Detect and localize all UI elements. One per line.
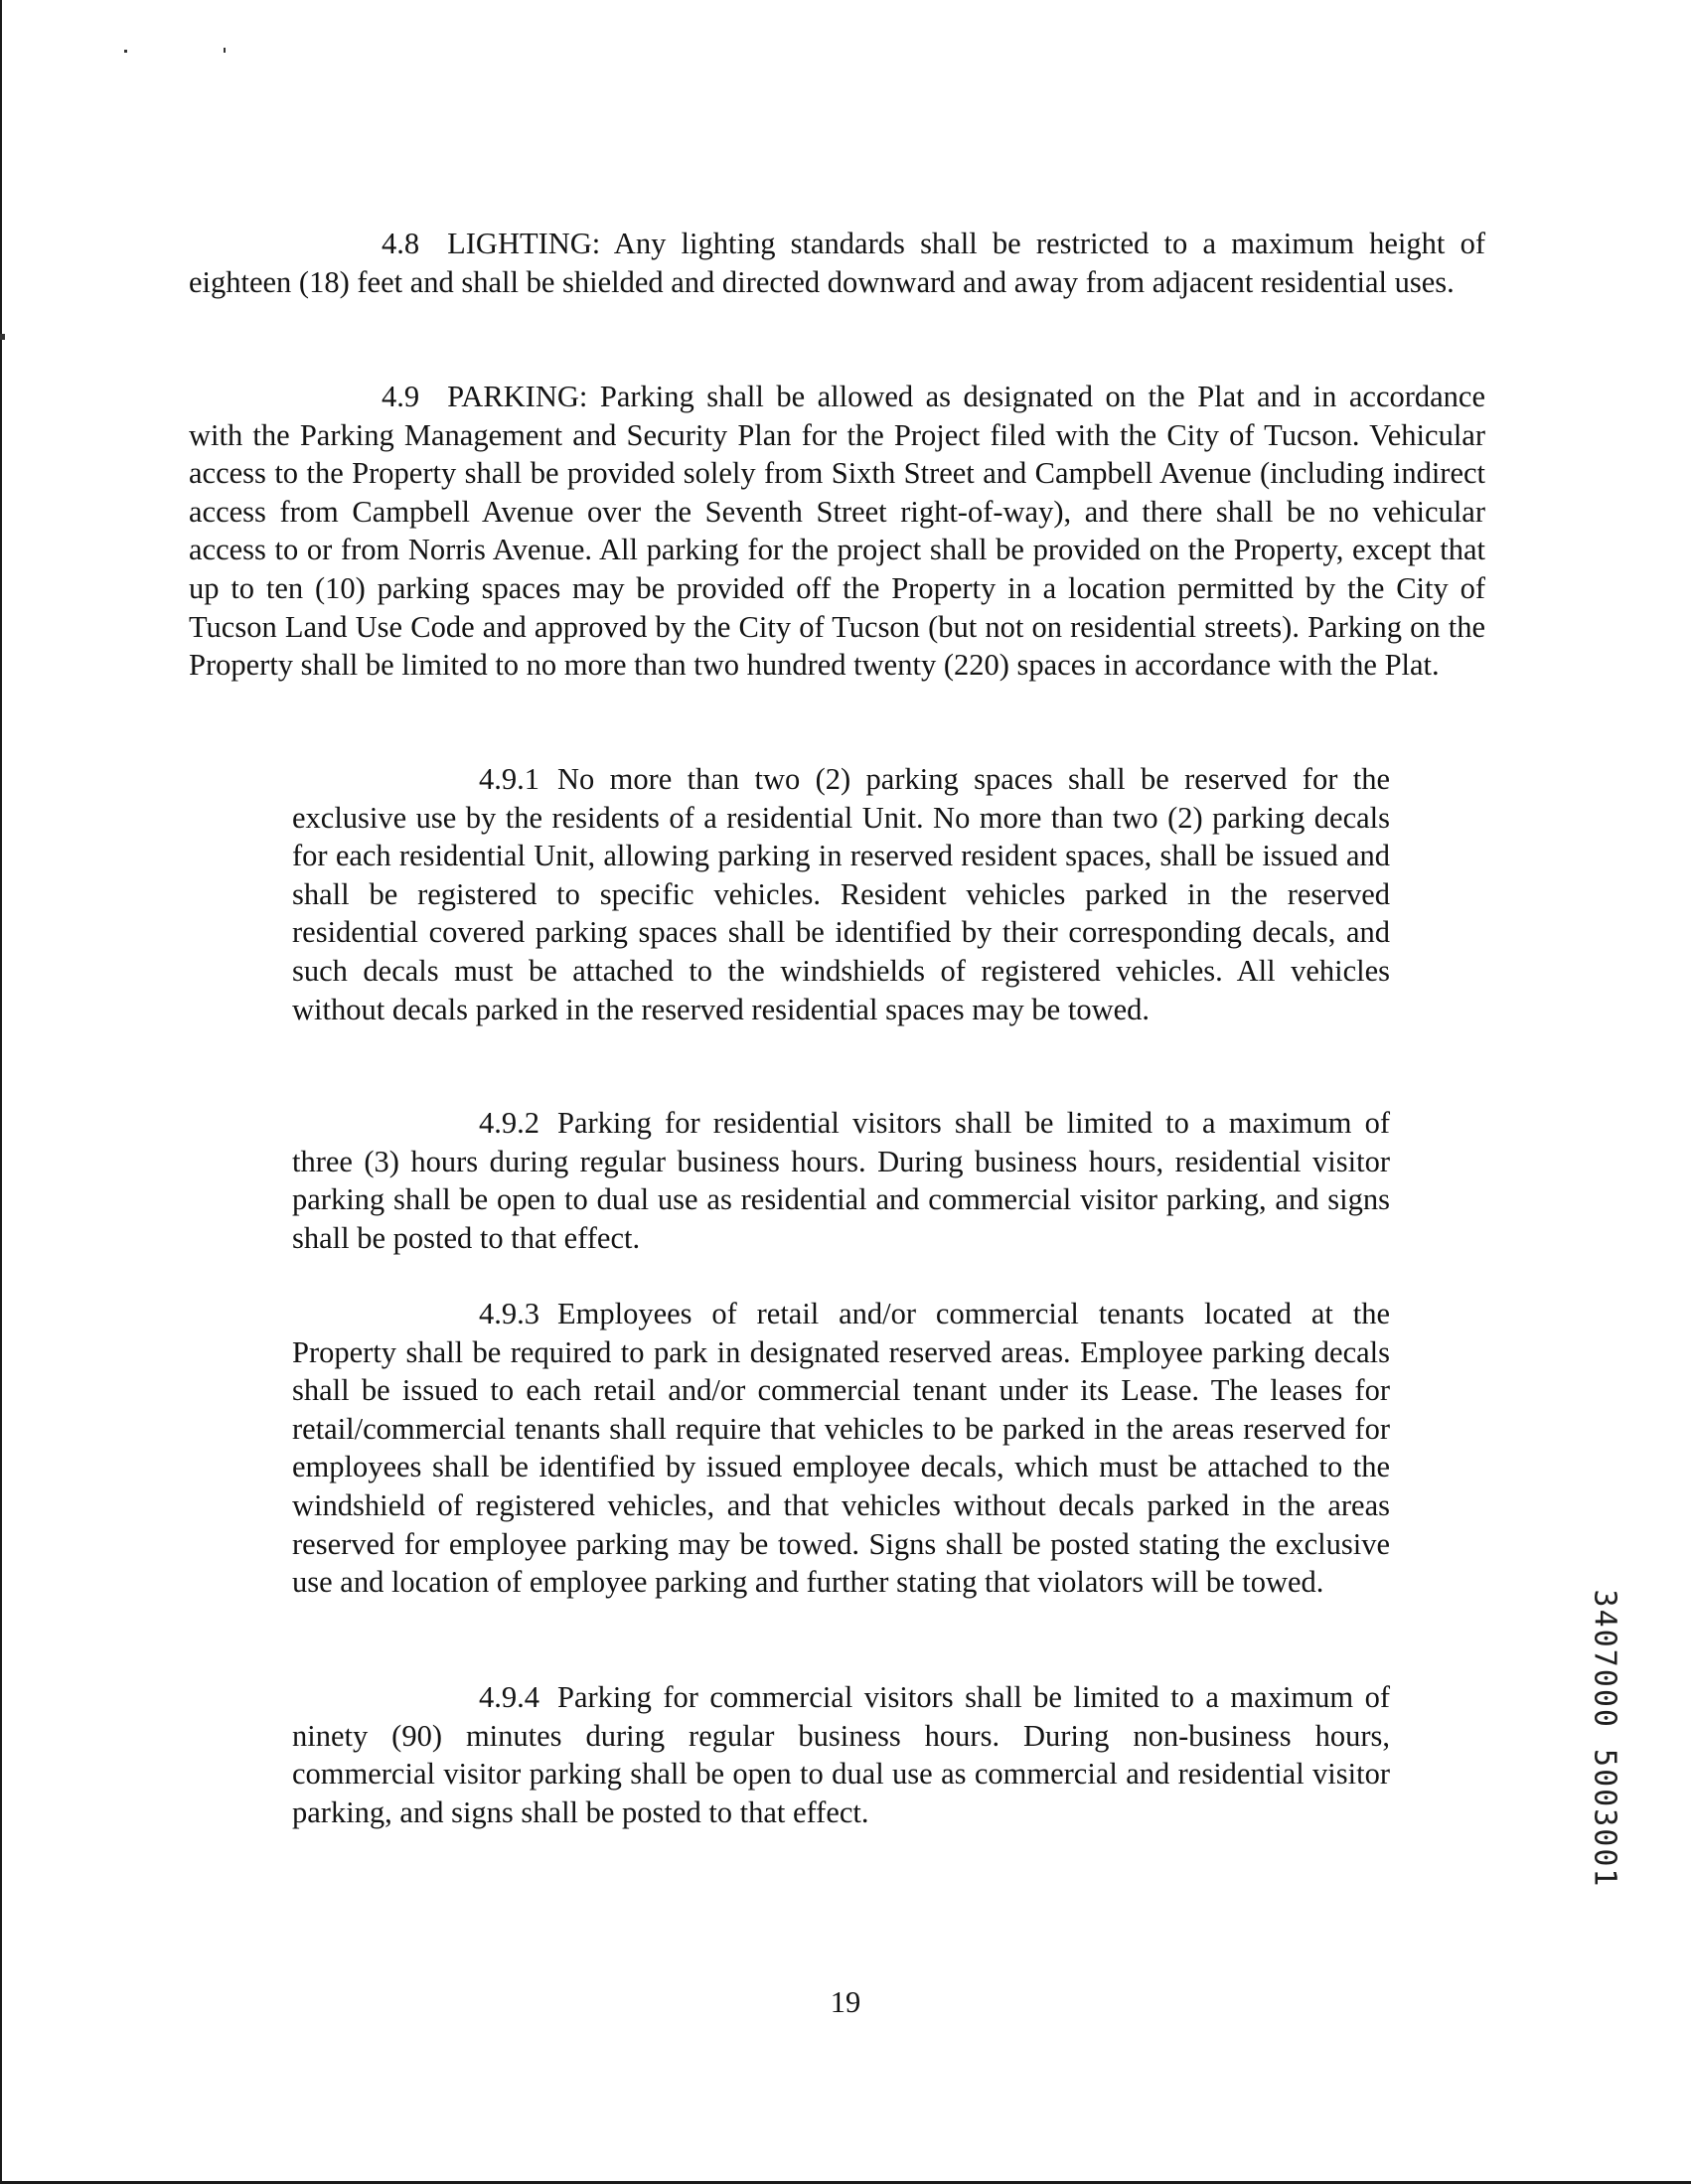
section-text: Parking for commercial visitors shall be limited to a maximum of ninety (90) minutes during regular business hours. During non-business hours, commercial visitor parking shall be open to dual use as commercial and residential visitor parking, and signs shall be posted to that effect. [292,1680,1390,1829]
section-text: No more than two (2) parking spaces shall be reserved for the exclusive use by the residents of a residential Unit. No more than two (2) parking decals for each residential Unit, allowing parking in reserved resident spaces, shall be issued and shall be registered to specific vehicles. Resident vehicles parked in the reserved residential covered parking spaces shall be identified by their corresponding decals, and such decals must be attached to the windshields of registered vehicles. All vehicles without decals parked in the reserved residential spaces may be towed. [292,762,1390,1026]
section-text: PARKING: Parking shall be allowed as designated on the Plat and in accordance with the Parking Management and Security Plan for the Project filed with the City of Tucson. Vehicular access to the Property shall be provided solely from Sixth Street and Campbell Avenue (including indirect access from Campbell Avenue over the Seventh Street right-of-way), and there shall be no vehicular access to or from Norris Avenue. All parking for the project shall be provided on the Property, except that up to ten (10) parking spaces may be provided off the Property in a location permitted by the City of Tucson Land Use Code and approved by the City of Tucson (but not on residential streets). Parking on the Property shall be limited to no more than two hundred twenty (220) spaces in accordance with the Plat. [189,380,1485,683]
document-stamp [1585,1589,1624,1889]
scan-edge-left [0,0,2,2184]
section-number: 4.8 [382,227,420,260]
scan-speck [124,50,127,53]
scan-speck [0,334,5,340]
document-stamp-text: 3407000 5003001 [1587,1589,1622,1889]
section-number: 4.9.4 [479,1680,539,1714]
section-4-9-3 [292,1295,1390,1602]
section-4-9-2 [292,1104,1390,1257]
section-4-9-4 [292,1678,1390,1831]
section-text: LIGHTING: Any lighting standards shall be restricted to a maximum height of eighteen (18) feet and shall be shielded and directed downward and away from adjacent residential uses. [189,227,1485,299]
section-text: Parking for residential visitors shall be limited to a maximum of three (3) hours during regular business hours. During business hours, residential visitor parking shall be open to dual use as residential and commercial visitor parking, and signs shall be posted to that effect. [292,1106,1390,1255]
section-4-9 [189,378,1485,685]
scan-speck [224,48,226,53]
section-4-9-1 [292,760,1390,1028]
section-number: 4.9.1 [479,762,539,796]
page-number: 19 [830,1985,861,2019]
section-number: 4.9.2 [479,1106,539,1140]
section-number: 4.9 [382,380,420,413]
section-4-8 [189,225,1485,301]
section-text: Employees of retail and/or commercial tenants located at the Property shall be required to park in designated reserved areas. Employee parking decals shall be issued to each retail and/or commercial tenant under its Lease. The leases for retail/commercial tenants shall require that vehicles to be parked in the areas reserved for employees shall be identified by issued employee decals, which must be attached to the windshield of registered vehicles, and that vehicles without decals parked in the areas reserved for employee parking may be towed. Signs shall be posted stating the exclusive use and location of employee parking and further stating that violators will be towed. [292,1297,1390,1600]
section-number: 4.9.3 [479,1297,539,1330]
